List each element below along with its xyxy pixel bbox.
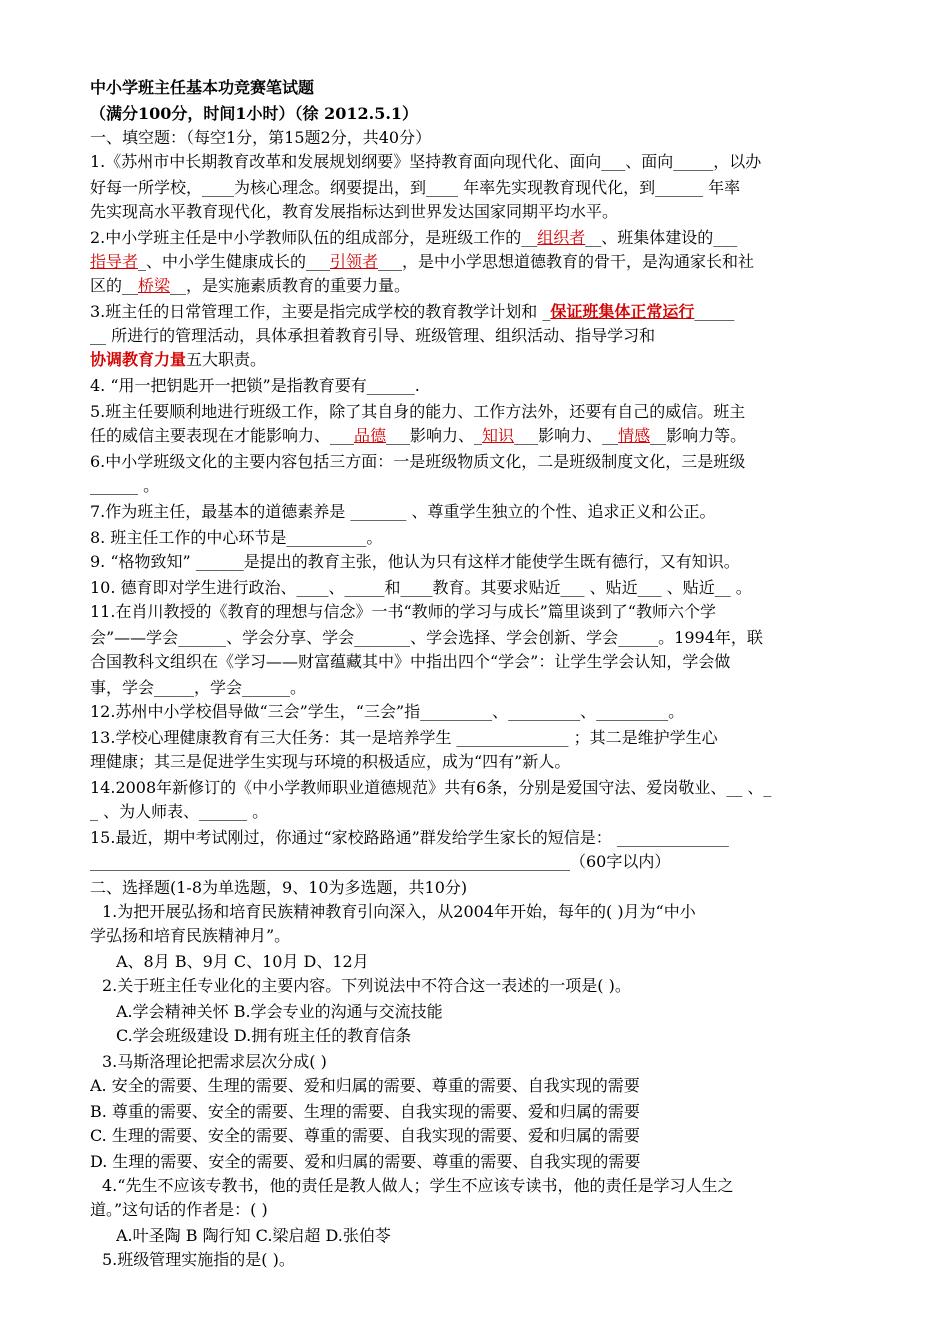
- q3-line2: __ 所进行的管理活动，具体承担着教育引导、班级管理、组织活动、指导学习和: [90, 326, 656, 345]
- q5-line1: 5.班主任要顺利地进行班级工作，除了其自身的能力、工作方法外，还要有自己的威信。班主: [90, 402, 746, 421]
- mc4-line2: 道。”这句话的作者是：( ): [90, 1200, 268, 1219]
- mc3-option-b: B. 尊重的需要、安全的需要、生理的需要、自我实现的需要、爱和归属的需要: [90, 1102, 640, 1121]
- mc4-line1: 4.“先生不应该专教书，他的责任是教人做人；学生不应该专读书，他的责任是学习人生之: [102, 1176, 734, 1195]
- q11-line1: 11.在肖川教授的《教育的理想与信念》一书“教师的学习与成长”篇里谈到了“教师六个学: [90, 602, 716, 621]
- mc4-options: A.叶圣陶 B 陶行知 C.梁启超 D.张伯苓: [116, 1226, 391, 1245]
- section2-heading: 二、选择题(1-8为单选题，9、10为多选题，共10分): [90, 878, 468, 897]
- q15-line1: 15.最近，期中考试刚过，你通过“家校路路通”群发给学生家长的短信是： ______________: [90, 828, 729, 847]
- q11-line3: 合国教科文组织在《学习——财富蕴藏其中》中指出四个“学会”：让学生学会认知，学会做: [90, 652, 731, 671]
- q2-answer-organizer: 组织者: [537, 228, 586, 247]
- q5-answer-knowledge: 知识: [482, 426, 515, 445]
- q5-text: ___影响力、__: [514, 426, 619, 445]
- q2-line1: [90, 226, 870, 250]
- q2-text: ___，是中小学思想道德教育的骨干，是沟通家长和社: [378, 252, 755, 271]
- q5-text: ___影响力、_: [386, 426, 483, 445]
- q1-line1: 1.《苏州市中长期教育改革和发展规划纲要》坚持教育面向现代化、面向___、面向_____，以办: [90, 152, 762, 171]
- q5-answer-emotion: 情感: [618, 426, 651, 445]
- q13-line1: 13.学校心理健康教育有三大任务：其一是培养学生 ______________ ；其二是维护学生心: [90, 728, 718, 747]
- q7-line: 7.作为班主任，最基本的道德素养是 _______ 、尊重学生独立的个性、追求正义和公正。: [90, 502, 716, 521]
- mc1-line1: 1.为把开展弘扬和培育民族精神教育引向深入，从2004年开始，每年的( )月为“中小: [102, 902, 696, 921]
- q1-line2: 好每一所学校，____为核心理念。纲要提出，到____ 年率先实现教育现代化，到______ 年率: [90, 178, 741, 197]
- q3-line1: [90, 300, 870, 324]
- q11-line4: 事，学会_____，学会______。: [90, 678, 307, 697]
- mc3-option-c: C. 生理的需要、安全的需要、尊重的需要、自我实现的需要、爱和归属的需要: [90, 1126, 640, 1145]
- q14-line1: 14.2008年新修订的《中小学教师职业道德规范》共有6条，分别是爱国守法、爱岗敬业、__ 、_: [90, 778, 772, 797]
- q9-line: 9. “格物致知” ______是提出的教育主张，他认为只有这样才能使学生既有德行，又有知识。: [90, 552, 740, 571]
- q4-line: 4. “用一把钥匙开一把锁”是指教育要有______.: [90, 376, 420, 395]
- q5-answer-morality: 品德: [354, 426, 387, 445]
- q2-line3: [90, 274, 870, 298]
- mc3-line1: 3.马斯洛理论把需求层次分成( ): [102, 1052, 327, 1071]
- q14-line2: _ 、为人师表、______ 。: [90, 802, 269, 821]
- q3-text: _____: [694, 302, 735, 321]
- q2-text: 2.中小学班主任是中小学教师队伍的组成部分，是班级工作的__: [90, 228, 538, 247]
- mc2-options-1: A.学会精神关怀 B.学会专业的沟通与交流技能: [116, 1002, 443, 1021]
- q6-line1: 6.中小学班级文化的主要内容包括三方面：一是班级物质文化，二是班级制度文化，三是班级: [90, 452, 746, 471]
- mc1-line2: 学弘扬和培育民族精神月”。: [90, 926, 291, 945]
- q3-line3: [90, 348, 870, 372]
- q3-answer-class-operation: 保证班集体正常运行: [550, 302, 695, 321]
- q3-text: 五大职责。: [186, 350, 267, 369]
- q15-line2: ____________________________________________________________（60字以内）: [90, 852, 671, 871]
- mc5-line1: 5.班级管理实施指的是( )。: [102, 1250, 295, 1269]
- mc3-option-d: D. 生理的需要、安全的需要、爱和归属的需要、尊重的需要、自我实现的需要: [90, 1152, 641, 1171]
- exam-subtitle: （满分100分，时间1小时）（徐 2012.5.1）: [90, 104, 419, 123]
- q2-answer-leader: 引领者: [330, 252, 379, 271]
- q10-line: 10. 德育即对学生进行政治、____、_____和____教育。其要求贴近___ 、贴近___ 、贴近__ 。: [90, 578, 752, 597]
- q5-text: __影响力等。: [650, 426, 747, 445]
- q12-line: 12.苏州中小学校倡导做“三会”学生，“三会”指_________、_________、_________。: [90, 702, 685, 721]
- q2-answer-guide: 指导者: [90, 252, 139, 271]
- q5-text: 任的威信主要表现在才能影响力、___: [90, 426, 355, 445]
- q8-line: 8. 班主任工作的中心环节是__________。: [90, 528, 383, 547]
- q2-line2: [90, 250, 870, 274]
- exam-title: 中小学班主任基本功竞赛笔试题: [90, 78, 315, 97]
- q2-text: __，是实施素质教育的重要力量。: [170, 276, 411, 295]
- q2-answer-bridge: 桥梁: [138, 276, 171, 295]
- mc2-line1: 2.关于班主任专业化的主要内容。下列说法中不符合这一表述的一项是( )。: [102, 976, 631, 995]
- mc2-options-2: C.学会班级建设 D.拥有班主任的教育信条: [116, 1026, 412, 1045]
- q13-line2: 理健康；其三是促进学生实现与环境的积极适应，成为“四有”新人。: [90, 752, 571, 771]
- q2-text: __、班集体建设的___: [585, 228, 738, 247]
- q2-text: 区的__: [90, 276, 139, 295]
- q11-line2: 会”——学会______、学会分享、学会_______、学会选择、学会创新、学会_____。1994年，联: [90, 628, 763, 647]
- q2-text: _、中小学生健康成长的___: [138, 252, 331, 271]
- q5-line2: [90, 424, 870, 448]
- q1-line3: 先实现高水平教育现代化，教育发展指标达到世界发达国家同期平均水平。: [90, 202, 619, 221]
- section1-heading: 一、填空题：（每空1分，第15题2分，共40分）: [90, 128, 432, 147]
- q3-answer-coordinate: 协调教育力量: [90, 350, 187, 369]
- mc1-options: A、8月 B、9月 C、10月 D、12月: [116, 952, 369, 971]
- q6-line2: ______ 。: [90, 476, 160, 495]
- q3-text: 3.班主任的日常管理工作，主要是指完成学校的教育教学计划和 _: [90, 302, 551, 321]
- mc3-option-a: A. 安全的需要、生理的需要、爱和归属的需要、尊重的需要、自我实现的需要: [90, 1076, 640, 1095]
